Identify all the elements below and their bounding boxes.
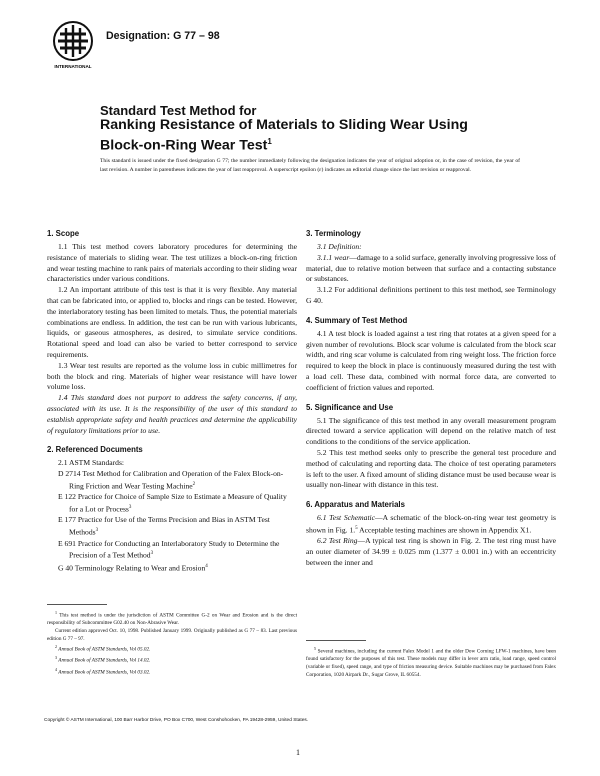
ref-g40: G 40 Terminology Relating to Wear and Erosion$^4$ xyxy=(58,563,208,573)
para-6-1: 6.1 Test Schematic—A schematic of the block-on-ring wear test geometry is shown in Fig. 1.$^5$ Acceptable testing machines are shown in Appendix X1. xyxy=(306,513,556,535)
section-significance-heading: 5. Significance and Use xyxy=(306,402,394,412)
footnote-rule-left xyxy=(47,604,107,605)
section-apparatus-heading: 6. Apparatus and Materials xyxy=(306,500,405,510)
right-column xyxy=(306,228,556,569)
footnotes-left xyxy=(47,609,297,677)
page-number: 1 xyxy=(296,748,300,757)
section-referenced-documents-heading: 2. Referenced Documents xyxy=(47,445,143,455)
standard-notice: This standard is issued under the fixed designation G 77; the number immediately following the designation indicates the year of original adoption or, in the case of revision, the year of last revision. A number in parentheses indicates the year of last reapproval. A superscript epsilon (ε) indicates an editorial change since the last revision or reapproval. xyxy=(100,158,520,173)
title-line-3: Block-on-Ring Wear Test xyxy=(100,137,268,154)
para-3-1: 3.1 Definition: xyxy=(317,242,362,251)
astm-logo xyxy=(50,20,96,70)
para-1-4: 1.4 This standard does not purport to address the safety concerns, if any, associated with its use. It is the responsibility of the user of this standard to establish appropriate safety and health practices and determine the applicability of regulatory limitations prior to use. xyxy=(47,393,297,435)
footnotes-right xyxy=(306,645,556,679)
para-4-1: 4.1 A test block is loaded against a test ring that rotates at a given speed for a given number of revolutions. Block scar volume is calculated from the block scar width, and ring scar volume is calculated from ring weight loss. The friction force required to keep the block in place is continuously measured during the test with a load cell. These data, combined with normal force data, are converted to coefficient of friction values and reported. xyxy=(306,328,556,392)
para-3-1-2: 3.1.2 For additional definitions pertinent to this test method, see Terminology G 40. xyxy=(306,285,556,305)
para-3-1-1: 3.1.1 wear—damage to a solid surface, generally involving progressive loss of material, due to relative motion between that surface and a contacting substance or substances. xyxy=(306,252,556,284)
para-1-1: 1.1 This test method covers laboratory procedures for determining the resistance of materials to sliding wear. The test utilizes a block-on-ring friction and wear testing machine to rank pairs of materials according to their sliding wear characteristics under various conditions. xyxy=(47,242,297,284)
footnote-5: $^5$ Several machines, including the current Falex Model 1 and the older Dow Corning LFW-1 machines, have been found satisfactory for the purposes of this test. These models may differ in lever arm ratio, load range, speed control (variable or fixed), speed range, and type of friction measuring device. Suitable machines may be purchased from Falex Corporation, 1020 Airpark Dr., Sugar Grove, IL 60554. xyxy=(306,646,557,678)
ref-d2714: D 2714 Test Method for Calibration and Operation of the Falex Block-on-Ring Friction and Wear Testing Machine$^2$ xyxy=(58,469,284,491)
title-footnote-mark: 1 xyxy=(267,136,272,146)
logo-text: INTERNATIONAL xyxy=(54,64,92,69)
ref-e691: E 691 Practice for Conducting an Interlaboratory Study to Determine the Precision of a Test Method$^3$ xyxy=(58,538,280,560)
astm-logo-icon xyxy=(50,20,96,70)
section-terminology-heading: 3. Terminology xyxy=(306,229,361,238)
document-title xyxy=(100,103,520,154)
footnote-3: $^3$ Annual Book of ASTM Standards, Vol 14.02. xyxy=(55,655,151,665)
section-scope-heading: 1. Scope xyxy=(47,229,80,238)
left-column xyxy=(47,228,297,574)
designation: Designation: G 77 – 98 xyxy=(106,30,220,42)
title-line-1: Standard Test Method for xyxy=(100,103,257,118)
para-1-2: 1.2 An important attribute of this test is that it is very flexible. Any material that can be fabricated into, or applied to, blocks and rings can be tested. However, the interlaboratory testing has been limited to metals. Thus, the potential materials combinations are endless. In addition, the test can be run with various lubricants, liquids, or gaseous atmospheres, as desired, to simulate service conditions. Rotational speed and load can also be varied to better correspond to service requirements. xyxy=(47,285,297,359)
para-6-2: 6.2 Test Ring—A typical test ring is shown in Fig. 2. The test ring must have an outer diameter of 34.99 ± 0.025 mm (1.377 ± 0.001 in.) with an eccentricity between the inner and xyxy=(306,536,556,567)
ref-e177: E 177 Practice for Use of the Terms Precision and Bias in ASTM Test Methods$^3$ xyxy=(58,515,270,537)
ref-e122: E 122 Practice for Choice of Sample Size to Estimate a Measure of Quality for a Lot or Process$^3$ xyxy=(58,492,287,514)
footnote-2: $^2$ Annual Book of ASTM Standards, Vol 05.02. xyxy=(55,644,151,653)
title-line-2: Ranking Resistance of Materials to Sliding Wear Using xyxy=(100,117,468,134)
para-2-1: 2.1 ASTM Standards: xyxy=(58,458,125,468)
footnote-rule-right xyxy=(306,640,366,641)
copyright-notice: Copyright © ASTM International, 100 Barr Harbor Drive, PO Box C700, West Conshohocken, PA 19428-2959, United States. xyxy=(44,718,309,723)
footnote-4: $^4$ Annual Book of ASTM Standards, Vol 03.02. xyxy=(55,666,151,676)
footnote-1: $^1$ This test method is under the jurisdiction of ASTM Committee G-2 on Wear and Erosion and is the direct responsibility of Subcommittee G02.40 on Non-Abrasive Wear. xyxy=(47,610,298,627)
footnote-1-edition: Current edition approved Oct. 10, 1998. Published January 1999. Originally published as G 77 – 83. Last previous edition G 77 – 97. xyxy=(47,627,297,642)
para-5-1: 5.1 The significance of this test method in any overall measurement program directed toward a service application will depend on the relative match of test conditions to the conditions of the service application. xyxy=(306,415,556,447)
para-1-3: 1.3 Wear test results are reported as the volume loss in cubic millimetres for both the block and ring. Materials of higher wear resistance will have lower volume loss. xyxy=(47,360,297,392)
section-summary-heading: 4. Summary of Test Method xyxy=(306,315,408,325)
para-5-2: 5.2 This test method seeks only to prescribe the general test procedure and method of calculating and reporting data. The choice of test operating parameters is left to the user. A fixed amount of sliding distance must be used because wear is usually non-linear with distance in this test. xyxy=(306,447,556,490)
